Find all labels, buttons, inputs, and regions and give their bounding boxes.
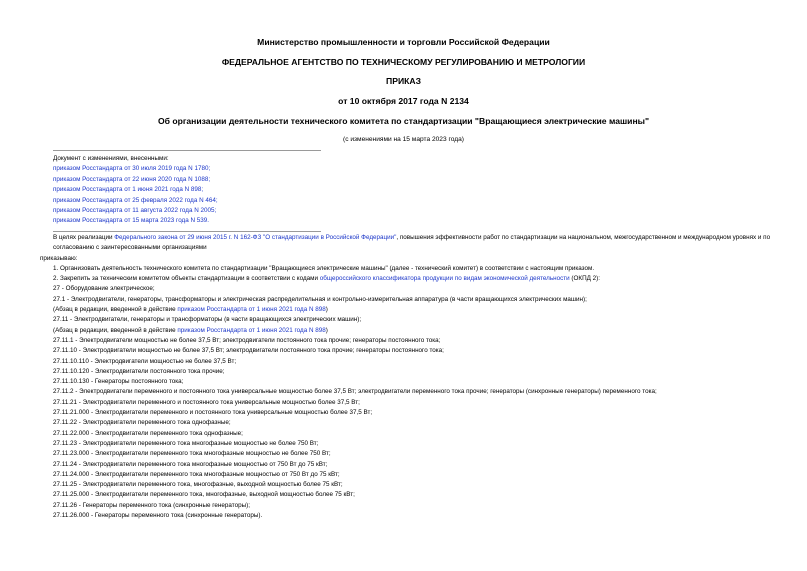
code-line: 27.11.25.000 - Электродвигатели переменного тока, многофазные, выходной мощностью более 75 кВт;	[53, 491, 355, 499]
code-line: 27.11.23.000 - Электродвигатели переменного тока многофазные мощностью не более 750 Вт;	[53, 450, 331, 458]
document-body	[40, 233, 772, 521]
code-line: 27.11.10 - Электродвигатели мощностью не более 37,5 Вт; электродвигатели постоянного тока прочие; генераторы постоянного тока;	[53, 347, 444, 355]
code-line: 27.11.22 - Электродвигатели переменного тока однофазные;	[53, 419, 231, 427]
edition-note-2: (Абзац в редакции, введенной в действие приказом Росстандарта от 1 июня 2021 года N 898)	[53, 326, 328, 334]
code-line: 27.11.10.130 - Генераторы постоянного тока;	[53, 378, 184, 386]
code-line: 27.11.1 - Электродвигатели мощностью не более 37,5 Вт; электродвигатели постоянного тока прочие; генераторы постоянного тока;	[53, 336, 441, 344]
code-line: 27.11.26 - Генераторы переменного тока (синхронные генераторы);	[53, 501, 250, 509]
intro-paragraph: В целях реализации Федерального закона от 29 июня 2015 г. N 162-ФЗ "О стандартизации в Российской Федерации", повышения эффективности работ по стандартизации на национальном, межгосударственном и международном уровнях и по согласованию с заинтересованными организациями	[53, 234, 771, 252]
changes-heading: Документ с изменениями, внесенными:	[53, 155, 169, 162]
edition-link-2[interactable]: приказом Росстандарта от 1 июня 2021 года N 898	[177, 326, 326, 334]
code-line: 27.11.23 - Электродвигатели переменного тока многофазные мощностью не более 750 Вт;	[53, 439, 319, 447]
code-line: 27.11.24.000 - Электродвигатели переменного тока многофазные мощностью от 750 Вт до 75 кВт;	[53, 470, 340, 478]
edition-link-1[interactable]: приказом Росстандарта от 1 июня 2021 года N 898	[177, 306, 326, 314]
item-1: 1. Организовать деятельность технического комитета по стандартизации "Вращающиеся электрические машины" (далее - технический комитет) в соответствии с настоящим приказом.	[53, 264, 595, 272]
agency-name: ФЕДЕРАЛЬНОЕ АГЕНТСТВО ПО ТЕХНИЧЕСКОМУ РЕГУЛИРОВАНИЮ И МЕТРОЛОГИИ	[221, 57, 586, 67]
change-link-5[interactable]: приказом Росстандарта от 11 августа 2022 года N 2005;	[53, 207, 217, 215]
item-2: 2. Закрепить за техническим комитетом объекты стандартизации в соответствии с кодами общероссийского классификатора продукции по видам экономической деятельности (ОКПД 2):	[53, 275, 600, 283]
order-word: приказываю:	[40, 254, 78, 262]
change-link-4[interactable]: приказом Росстандарта от 25 февраля 2022 года N 464;	[53, 196, 218, 204]
code-27-11: 27.11 - Электродвигатели, генераторы и трансформаторы (в части вращающихся электрических машин);	[53, 316, 362, 324]
changes-box	[53, 150, 321, 232]
document-type: ПРИКАЗ	[386, 76, 421, 86]
code-line: 27.11.21.000 - Электродвигатели переменного и постоянного тока универсальные мощностью более 37,5 Вт;	[53, 409, 373, 417]
ministry-name: Министерство промышленности и торговли Российской Федерации	[257, 37, 550, 47]
code-line: 27.11.10.120 - Электродвигатели постоянного тока прочие;	[53, 367, 225, 375]
okpd-link[interactable]: общероссийского классификатора продукции по видам экономической деятельности	[319, 275, 570, 283]
document-title: Об организации деятельности технического комитета по стандартизации "Вращающиеся электрические машины"	[157, 116, 650, 126]
change-link-2[interactable]: приказом Росстандарта от 22 июня 2020 года N 1088;	[53, 175, 211, 183]
edition-note: (с изменениями на 15 марта 2023 года)	[343, 136, 464, 143]
code-line: 27.11.24 - Электродвигатели переменного тока многофазные мощностью от 750 Вт до 75 кВт;	[53, 460, 328, 468]
change-link-1[interactable]: приказом Росстандарта от 30 июля 2019 года N 1780;	[53, 165, 211, 173]
code-line: 27.11.21 - Электродвигатели переменного и постоянного тока универсальные мощностью более 37,5 Вт;	[53, 398, 360, 406]
change-link-6[interactable]: приказом Росстандарта от 15 марта 2023 года N 539.	[53, 217, 210, 225]
edition-note-1: (Абзац в редакции, введенной в действие приказом Росстандарта от 1 июня 2021 года N 898)	[53, 306, 328, 314]
document-date-number: от 10 октября 2017 года N 2134	[338, 96, 469, 106]
code-line: 27.11.25 - Электродвигатели переменного тока, многофазные, выходной мощностью более 75 кВт;	[53, 481, 343, 489]
federal-law-link[interactable]: Федерального закона от 29 июня 2015 г. N 162-ФЗ "О стандартизации в Российской Федерации"	[114, 234, 397, 241]
code-line: 27.11.2 - Электродвигатели переменного и постоянного тока универсальные мощностью более 37,5 Вт; электродвигатели переменного тока прочие; генераторы (синхронные генераторы) переменного тока;	[53, 388, 657, 396]
code-27: 27 - Оборудование электрическое;	[53, 285, 155, 293]
change-link-3[interactable]: приказом Росстандарта от 1 июня 2021 года N 898;	[53, 186, 204, 194]
code-27-1: 27.1 - Электродвигатели, генераторы, трансформаторы и электрическая распределительная и контрольно-измерительная аппаратура (в части вращающихся электрических машин);	[53, 295, 587, 303]
code-line: 27.11.22.000 - Электродвигатели переменного тока однофазные;	[53, 429, 243, 437]
code-line: 27.11.10.110 - Электродвигатели мощностью не более 37,5 Вт;	[53, 357, 237, 365]
code-line: 27.11.26.000 - Генераторы переменного тока (синхронные генераторы).	[53, 512, 263, 520]
